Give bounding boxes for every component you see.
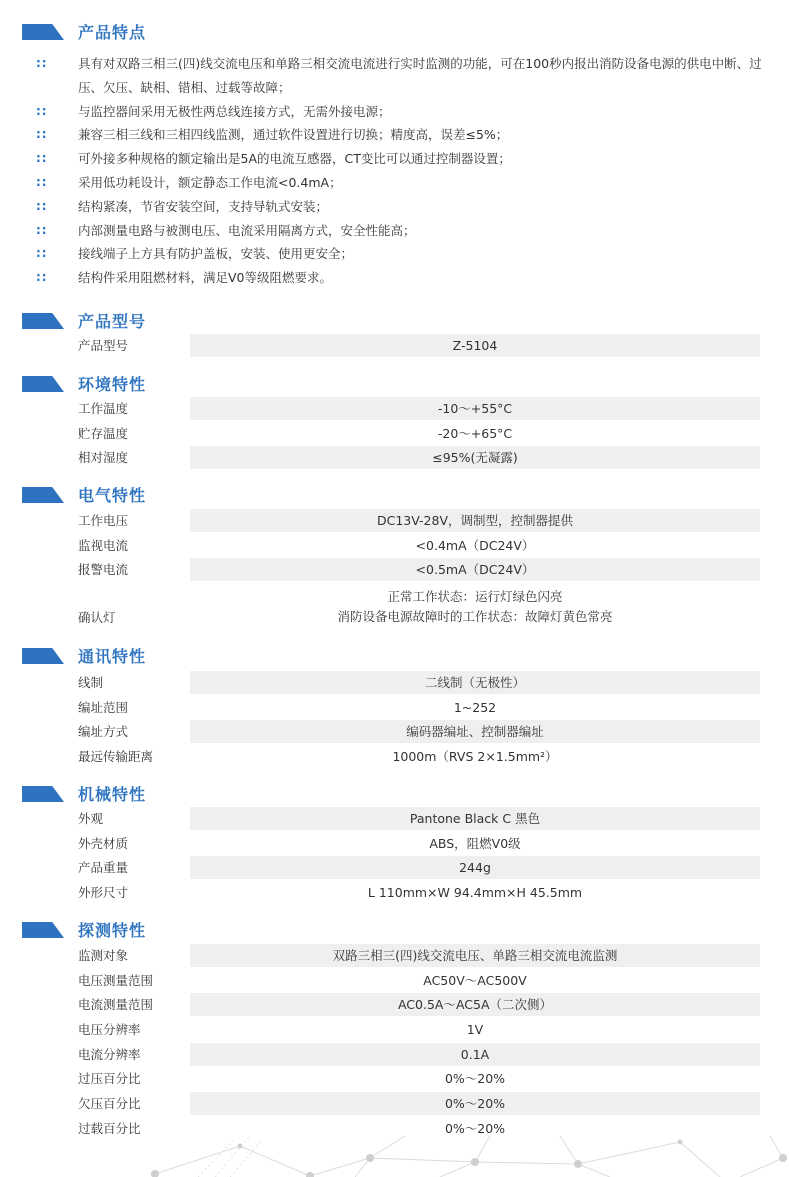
table-row [78, 671, 760, 694]
row-label: 外形尺寸 [78, 885, 129, 901]
feature-item [0, 171, 789, 195]
row-value: <0.5mA（DC24V） [190, 558, 760, 581]
bullet-icon: :: [36, 222, 48, 237]
row-label: 过载百分比 [78, 1120, 141, 1136]
row-label: 过压百分比 [78, 1071, 141, 1087]
bullet-icon: :: [36, 103, 48, 118]
feature-item [0, 123, 789, 147]
row-value: 0.1A [190, 1043, 760, 1066]
row-label: 监测对象 [78, 948, 129, 963]
row-value: 1~252 [453, 699, 497, 715]
feature-list [0, 52, 789, 290]
row-value: -10～+55°C [190, 397, 760, 420]
row-value: Z-5104 [190, 334, 760, 357]
row-label: 报警电流 [78, 562, 129, 578]
bullet-icon: :: [36, 127, 48, 142]
bullet-icon: :: [36, 246, 48, 261]
bullet-icon: :: [36, 270, 48, 285]
row-value: AC0.5A～AC5A（二次侧） [190, 993, 760, 1016]
row-value: DC13V-28V，调制型，控制器提供 [190, 509, 760, 532]
row-label: 最远传输距离 [78, 749, 154, 765]
spec-table-electrical [78, 509, 760, 632]
row-label: 产品重量 [78, 860, 129, 876]
row-label: 电流分辨率 [78, 1046, 141, 1062]
row-label: 电压测量范围 [78, 972, 154, 988]
section-title: 机械特性 [78, 785, 147, 804]
feature-item [0, 52, 789, 100]
table-row [78, 881, 760, 904]
row-label: 欠压百分比 [78, 1096, 141, 1112]
table-row [78, 720, 760, 743]
row-value: 编码器编址、控制器编址 [190, 720, 760, 743]
table-row [78, 993, 760, 1016]
row-label: 产品型号 [78, 338, 129, 353]
row-label: 编址范围 [78, 699, 129, 715]
feature-item [0, 147, 789, 171]
row-value: ≤95%(无凝露) [190, 446, 760, 469]
table-row [78, 856, 760, 879]
row-value: ABS，阻燃V0级 [429, 835, 521, 851]
indicator-fault-text: 消防设备电源故障时的工作状态：故障灯黄色常亮 [337, 609, 613, 625]
feature-item [0, 242, 789, 266]
row-label: 监视电流 [78, 537, 129, 553]
row-value: L 110mm×W 94.4mm×H 45.5mm [367, 885, 583, 901]
row-value: <0.4mA（DC24V） [415, 537, 535, 553]
section-marker-icon [22, 786, 64, 802]
spec-table-detection [78, 944, 760, 1142]
feature-item [0, 219, 789, 243]
row-label: 电压分辨率 [78, 1022, 141, 1038]
spec-table-mechanical [78, 807, 760, 906]
section-marker-icon [22, 313, 64, 329]
table-row [78, 446, 760, 469]
feature-text: 兼容三相三线和三相四线监测，通过软件设置进行切换；精度高，误差≤5%； [78, 127, 509, 143]
row-label: 电流测量范围 [78, 997, 154, 1013]
row-label: 工作电压 [78, 513, 129, 528]
section-title: 通讯特性 [78, 647, 147, 666]
feature-text: 采用低功耗设计，额定静态工作电流<0.4mA； [78, 174, 342, 190]
section-title: 产品特点 [78, 23, 147, 42]
row-value: AC50V～AC500V [423, 972, 527, 988]
bullet-icon: :: [36, 198, 48, 213]
feature-text: 内部测量电路与被测电压、电流采用隔离方式，安全性能高； [78, 222, 416, 238]
table-row [78, 397, 760, 420]
row-value: 1V [466, 1022, 484, 1038]
table-row [78, 1018, 760, 1041]
spec-table-environment [78, 397, 760, 471]
table-row [78, 1043, 760, 1066]
bullet-icon: :: [36, 151, 48, 166]
row-value: -20～+65°C [437, 425, 513, 441]
table-row [78, 944, 760, 967]
feature-text: 与监控器间采用无极性两总线连接方式，无需外接电源； [78, 103, 391, 119]
bullet-icon: :: [36, 56, 48, 70]
table-row [78, 422, 760, 445]
section-title: 环境特性 [78, 375, 147, 394]
spec-table-communication [78, 671, 760, 770]
row-label: 贮存温度 [78, 425, 129, 441]
table-row [78, 509, 760, 532]
table-row [78, 558, 760, 581]
section-title: 电气特性 [78, 486, 147, 505]
row-label: 线制 [78, 675, 104, 690]
table-row [78, 696, 760, 719]
row-label: 相对湿度 [78, 450, 129, 466]
spec-table-model [78, 334, 760, 359]
indicator-normal-text: 正常工作状态：运行灯绿色闪亮 [387, 589, 563, 605]
feature-text: 结构紧凑，节省安装空间，支持导轨式安装； [78, 198, 329, 214]
row-value: 0%～20% [190, 1092, 760, 1115]
row-label: 工作温度 [78, 401, 129, 416]
feature-text: 结构件采用阻燃材料，满足V0等级阻燃要求。 [78, 270, 333, 286]
row-label: 外壳材质 [78, 835, 129, 851]
feature-item [0, 100, 789, 124]
feature-text: 接线端子上方具有防护盖板，安装、使用更安全； [78, 246, 354, 262]
table-row [78, 969, 760, 992]
network-decoration-icon [0, 1136, 789, 1177]
row-value [190, 583, 760, 630]
table-row [78, 534, 760, 557]
feature-text: 具有对双路三相三(四)线交流电压和单路三相交流电流进行实时监测的功能，可在100秒内报出消防设备电源的供电中断、过压、欠压、缺相、错相、过载等故障； [78, 56, 762, 95]
row-label: 确认灯 [78, 610, 116, 626]
row-value: 0%～20% [444, 1071, 506, 1087]
table-row [78, 807, 760, 830]
section-marker-icon [22, 487, 64, 503]
feature-item [0, 266, 789, 290]
row-value: Pantone Black C 黑色 [190, 807, 760, 830]
section-marker-icon [22, 922, 64, 938]
row-value: 二线制（无极性） [190, 671, 760, 694]
feature-item [0, 195, 789, 219]
section-marker-icon [22, 648, 64, 664]
row-label: 外观 [78, 811, 104, 826]
bullet-icon: :: [36, 174, 48, 189]
table-row [78, 745, 760, 768]
row-value: 1000m（RVS 2×1.5mm²） [392, 749, 558, 765]
row-value: 244g [190, 856, 760, 879]
table-row [78, 1067, 760, 1090]
table-row [78, 583, 760, 630]
row-label: 编址方式 [78, 724, 129, 740]
row-value: 0%～20% [444, 1120, 506, 1136]
section-title: 探测特性 [78, 921, 147, 940]
row-value: 双路三相三(四)线交流电压、单路三相交流电流监测 [190, 944, 760, 967]
table-row [78, 832, 760, 855]
section-title: 产品型号 [78, 312, 147, 331]
feature-text: 可外接多种规格的额定输出是5A的电流互感器，CT变比可以通过控制器设置； [78, 151, 511, 167]
table-row [78, 334, 760, 357]
section-marker-icon [22, 376, 64, 392]
section-marker-icon [22, 24, 64, 40]
table-row [78, 1092, 760, 1115]
